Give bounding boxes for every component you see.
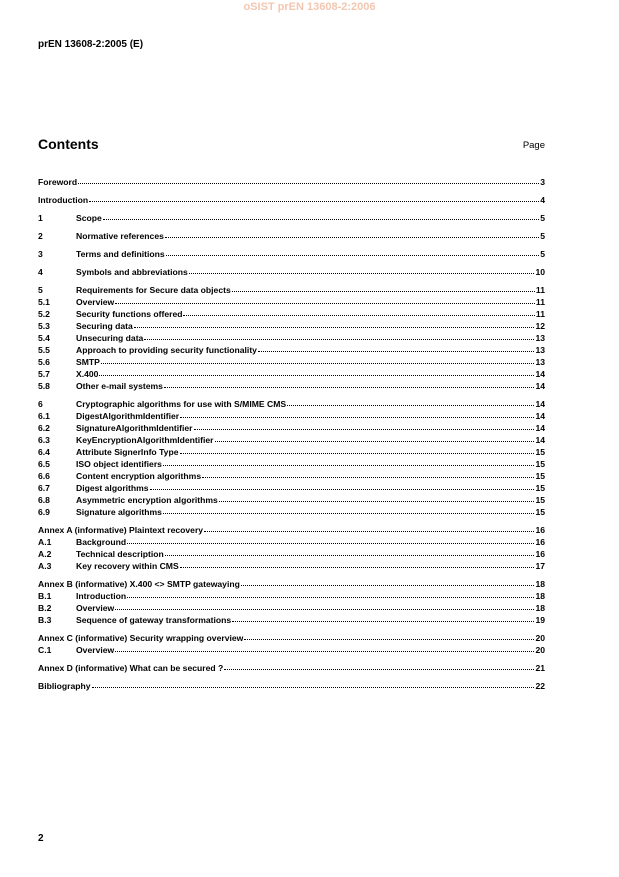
toc-entry-title: Introduction (76, 591, 127, 601)
toc-entry-title: SignatureAlgorithmIdentifier (76, 423, 193, 433)
toc-entry-number: 6.6 (38, 471, 50, 481)
toc-entry-number: 5.6 (38, 357, 50, 367)
toc-entry-title: Sequence of gateway transformations (76, 615, 232, 625)
toc-entry[interactable] (38, 524, 545, 536)
toc-entry[interactable] (38, 194, 545, 206)
toc-entry-page: 15 (535, 495, 545, 505)
toc-leader-dots (204, 524, 534, 532)
toc-entry-page: 16 (535, 525, 545, 535)
toc-entry-title: Content encryption algorithms (76, 471, 202, 481)
toc-entry-title: Annex A (informative) Plaintext recovery (38, 525, 204, 535)
toc-entry-title: DigestAlgorithmIdentifier (76, 411, 180, 421)
toc-entry[interactable] (38, 356, 545, 368)
toc-entry-page: 20 (535, 645, 545, 655)
toc-entry-number: 6.7 (38, 483, 50, 493)
toc-entry-number: 5.2 (38, 309, 50, 319)
toc-leader-dots (232, 284, 535, 292)
toc-entry-number: 5.4 (38, 333, 50, 343)
toc-entry-title: Introduction (38, 195, 89, 205)
toc-entry[interactable] (38, 644, 545, 656)
toc-entry[interactable] (38, 344, 545, 356)
toc-entry-page: 12 (535, 321, 545, 331)
toc-entry-page: 18 (535, 591, 545, 601)
table-of-contents (38, 176, 545, 692)
toc-entry[interactable] (38, 380, 545, 392)
toc-entry-page: 11 (535, 309, 545, 319)
toc-entry-page: 21 (535, 663, 545, 673)
toc-entry-page: 15 (535, 507, 545, 517)
toc-entry-title: Key recovery within CMS (76, 561, 179, 571)
toc-entry[interactable] (38, 548, 545, 560)
toc-leader-dots (166, 248, 540, 256)
toc-entry-title: Asymmetric encryption algorithms (76, 495, 218, 505)
toc-entry-title: ISO object identifiers (76, 459, 162, 469)
toc-entry-page: 19 (535, 615, 545, 625)
toc-entry-page: 17 (535, 561, 545, 571)
toc-entry-number: 5.8 (38, 381, 50, 391)
toc-entry-title: Unsecuring data (76, 333, 144, 343)
toc-leader-dots (164, 380, 535, 388)
toc-entry-page: 14 (535, 423, 545, 433)
toc-entry[interactable] (38, 230, 545, 242)
toc-entry-title: Signature algorithms (76, 507, 162, 517)
toc-entry[interactable] (38, 506, 545, 518)
toc-leader-dots (115, 602, 534, 610)
toc-leader-dots (134, 320, 535, 328)
toc-entry[interactable] (38, 284, 545, 296)
toc-entry[interactable] (38, 248, 545, 260)
toc-entry-title: Annex D (informative) What can be secured ? (38, 663, 224, 673)
toc-entry-page: 13 (535, 333, 545, 343)
toc-entry-number: 5 (38, 285, 43, 295)
toc-entry-number: 5.7 (38, 369, 50, 379)
toc-leader-dots (180, 560, 535, 568)
toc-entry-title: Bibliography (38, 681, 91, 691)
toc-leader-dots (244, 632, 534, 640)
toc-entry-number: A.2 (38, 549, 52, 559)
toc-entry-page: 11 (535, 285, 545, 295)
toc-leader-dots (127, 536, 534, 544)
toc-entry-title: Symbols and abbreviations (76, 267, 188, 277)
toc-entry-page: 5 (540, 231, 545, 241)
toc-entry-title: KeyEncryptionAlgorithmIdentifier (76, 435, 214, 445)
toc-entry[interactable] (38, 578, 545, 590)
toc-leader-dots (180, 410, 534, 418)
toc-entry-title: Digest algorithms (76, 483, 149, 493)
watermark: oSIST prEN 13608-2:2006 (243, 1, 376, 13)
toc-leader-dots (127, 590, 534, 598)
toc-leader-dots (163, 506, 534, 514)
toc-leader-dots (92, 680, 535, 688)
toc-entry-number: 6.4 (38, 447, 50, 457)
toc-entry-title: Terms and definitions (76, 249, 165, 259)
toc-entry-title: Approach to providing security functionality (76, 345, 257, 355)
toc-entry-page: 3 (540, 177, 545, 187)
toc-entry-number: 6.9 (38, 507, 50, 517)
toc-entry[interactable] (38, 632, 545, 644)
toc-entry[interactable] (38, 398, 545, 410)
toc-entry-title: Other e-mail systems (76, 381, 163, 391)
toc-entry-page: 20 (535, 633, 545, 643)
page-column-label: Page (522, 140, 545, 151)
toc-leader-dots (180, 446, 535, 454)
toc-entry-title: X.400 (76, 369, 99, 379)
toc-entry[interactable] (38, 422, 545, 434)
toc-entry-number: B.3 (38, 615, 52, 625)
toc-leader-dots (115, 644, 534, 652)
toc-entry[interactable] (38, 320, 545, 332)
toc-leader-dots (78, 176, 539, 184)
toc-entry-page: 14 (535, 435, 545, 445)
toc-entry-page: 4 (540, 195, 545, 205)
toc-entry-number: 6.1 (38, 411, 50, 421)
toc-leader-dots (115, 296, 535, 304)
toc-entry[interactable] (38, 536, 545, 548)
toc-entry-number: B.2 (38, 603, 52, 613)
toc-entry-title: Annex C (informative) Security wrapping overview (38, 633, 244, 643)
toc-entry[interactable] (38, 680, 545, 692)
toc-entry-title: SMTP (76, 357, 100, 367)
toc-entry-number: 6.2 (38, 423, 50, 433)
toc-leader-dots (89, 194, 539, 202)
toc-entry-title: Requirements for Secure data objects (76, 285, 231, 295)
toc-entry-page: 15 (535, 447, 545, 457)
toc-entry-title: Normative references (76, 231, 164, 241)
page-title: Contents (38, 136, 99, 152)
toc-entry-page: 15 (535, 483, 545, 493)
toc-entry-title: Overview (76, 603, 115, 613)
toc-leader-dots (258, 344, 534, 352)
toc-entry-page: 14 (535, 411, 545, 421)
toc-entry-page: 14 (535, 399, 545, 409)
toc-entry-page: 11 (535, 297, 545, 307)
toc-leader-dots (165, 548, 535, 556)
toc-leader-dots (194, 422, 535, 430)
toc-entry[interactable] (38, 176, 545, 188)
toc-entry-title: Annex B (informative) X.400 <> SMTP gatewaying (38, 579, 240, 589)
toc-entry-number: 6.5 (38, 459, 50, 469)
toc-entry-page: 10 (535, 267, 545, 277)
toc-entry-number: 3 (38, 249, 43, 259)
toc-entry[interactable] (38, 482, 545, 494)
toc-leader-dots (103, 212, 539, 220)
toc-entry-number: 6.8 (38, 495, 50, 505)
toc-entry-page: 16 (535, 537, 545, 547)
toc-entry-page: 5 (540, 213, 545, 223)
toc-entry-title: Attribute SignerInfo Type (76, 447, 179, 457)
toc-entry-number: 5.5 (38, 345, 50, 355)
toc-entry-number: 2 (38, 231, 43, 241)
toc-leader-dots (150, 482, 535, 490)
toc-entry[interactable] (38, 494, 545, 506)
toc-entry[interactable] (38, 212, 545, 224)
toc-leader-dots (219, 494, 535, 502)
toc-entry-page: 22 (535, 681, 545, 691)
toc-entry-title: Overview (76, 297, 115, 307)
toc-entry[interactable] (38, 332, 545, 344)
toc-entry-title: Overview (76, 645, 115, 655)
toc-entry-page: 5 (540, 249, 545, 259)
toc-entry[interactable] (38, 446, 545, 458)
toc-entry-number: A.3 (38, 561, 52, 571)
toc-entry[interactable] (38, 614, 545, 626)
toc-entry-title: Background (76, 537, 127, 547)
toc-entry-number: 5.3 (38, 321, 50, 331)
toc-entry-title: Cryptographic algorithms for use with S/MIME CMS (76, 399, 287, 409)
toc-entry-number: 4 (38, 267, 43, 277)
toc-entry-number: C.1 (38, 645, 52, 655)
toc-entry-number: 6 (38, 399, 43, 409)
toc-leader-dots (101, 356, 535, 364)
toc-leader-dots (202, 470, 534, 478)
toc-leader-dots (215, 434, 535, 442)
toc-entry-number: A.1 (38, 537, 52, 547)
toc-leader-dots (224, 662, 534, 670)
toc-entry-page: 16 (535, 549, 545, 559)
toc-entry[interactable] (38, 296, 545, 308)
document-id: prEN 13608-2:2005 (E) (38, 39, 144, 50)
toc-entry[interactable] (38, 602, 545, 614)
toc-entry-number: 1 (38, 213, 43, 223)
toc-leader-dots (183, 308, 534, 316)
toc-leader-dots (165, 230, 539, 238)
toc-entry-page: 15 (535, 471, 545, 481)
toc-entry[interactable] (38, 590, 545, 602)
toc-entry[interactable] (38, 470, 545, 482)
toc-leader-dots (241, 578, 535, 586)
toc-entry-page: 13 (535, 357, 545, 367)
toc-leader-dots (189, 266, 535, 274)
toc-entry-page: 14 (535, 369, 545, 379)
toc-entry[interactable] (38, 266, 545, 278)
toc-entry-number: 5.1 (38, 297, 50, 307)
page-number: 2 (38, 833, 44, 844)
toc-entry[interactable] (38, 560, 545, 572)
toc-entry[interactable] (38, 368, 545, 380)
toc-leader-dots (163, 458, 534, 466)
toc-entry-number: B.1 (38, 591, 52, 601)
toc-leader-dots (99, 368, 534, 376)
toc-entry-title: Foreword (38, 177, 78, 187)
toc-leader-dots (232, 614, 534, 622)
toc-entry-title: Technical description (76, 549, 164, 559)
toc-entry-title: Scope (76, 213, 102, 223)
toc-entry[interactable] (38, 662, 545, 674)
toc-entry-page: 15 (535, 459, 545, 469)
toc-entry-page: 13 (535, 345, 545, 355)
toc-entry-page: 18 (535, 579, 545, 589)
toc-entry[interactable] (38, 308, 545, 320)
toc-entry[interactable] (38, 410, 545, 422)
toc-entry-number: 6.3 (38, 435, 50, 445)
toc-entry[interactable] (38, 434, 545, 446)
toc-entry-page: 14 (535, 381, 545, 391)
toc-entry[interactable] (38, 458, 545, 470)
toc-leader-dots (144, 332, 534, 340)
toc-entry-page: 18 (535, 603, 545, 613)
toc-entry-title: Securing data (76, 321, 133, 331)
toc-entry-title: Security functions offered (76, 309, 183, 319)
toc-leader-dots (287, 398, 534, 406)
